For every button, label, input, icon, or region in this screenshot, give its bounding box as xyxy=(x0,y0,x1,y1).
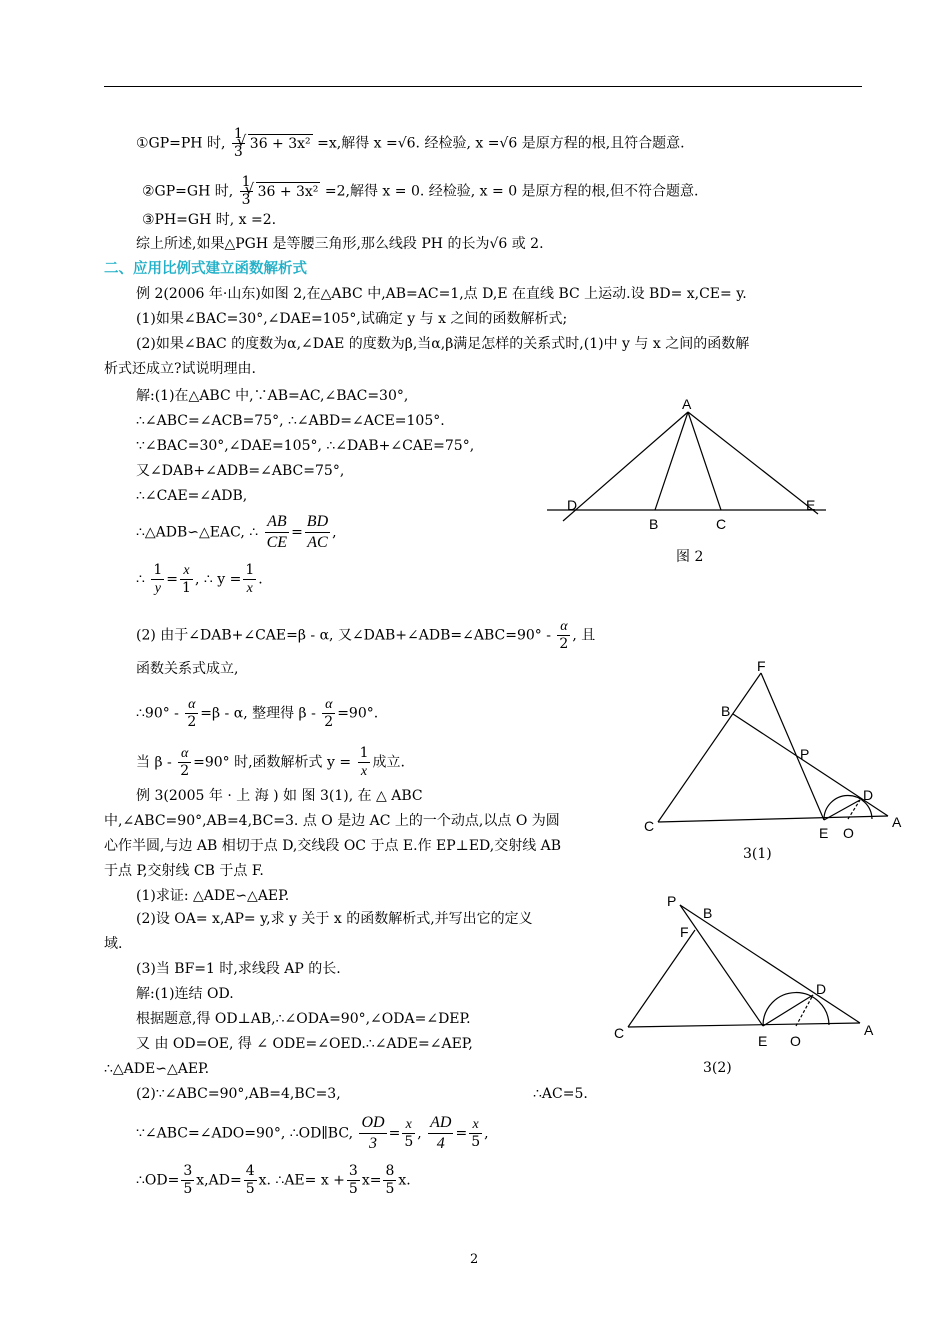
example-3-line-2: 中,∠ABC=90°,AB=4,BC=3. 点 O 是边 AC 上的一个动点,以点 O 为圆 xyxy=(104,813,560,829)
fig32-label-a: A xyxy=(864,1022,874,1038)
text: x,AD= xyxy=(196,1172,242,1189)
fraction: $\frac{1}{x}$ xyxy=(245,562,255,596)
solution-3-line-2: 根据题意,得 OD⊥AB,∴∠ODA=90°,∠ODA=∠DEP. xyxy=(136,1011,471,1027)
fig2-label-a: A xyxy=(682,396,692,412)
fraction-ab-ce: $\frac{AB}{CE}$ xyxy=(266,513,288,551)
sqrt-expression: √ 36 + 3x² xyxy=(256,182,321,201)
text: =β - α, 整理得 β - xyxy=(200,705,316,722)
text: ∴90° - xyxy=(136,705,179,722)
fraction: $\frac{x}{1}$ xyxy=(182,563,191,596)
text: , xyxy=(484,1125,489,1142)
text: (2) 由于∠DAB+∠CAE=β - α, 又∠DAB+∠ADB=∠ABC=90° - xyxy=(136,627,551,644)
solution-line-9: 函数关系式成立, xyxy=(136,661,239,677)
text: , xyxy=(332,524,337,541)
fig32-label-f: F xyxy=(680,924,689,940)
fig2-label-e: E xyxy=(806,497,816,513)
solution-3-line-5a: (2)∵∠ABC=90°,AB=4,BC=3, xyxy=(136,1086,341,1102)
text: x= xyxy=(361,1172,382,1189)
text: , ∴ y = xyxy=(194,571,242,588)
solution-3-line-3: 又 由 OD=OE, 得 ∠ ODE=∠OED.∴∠ADE=∠AEP, xyxy=(136,1036,473,1052)
fraction: $\frac{1}{3}$ xyxy=(241,174,251,208)
text: x. xyxy=(398,1172,411,1189)
fig32-label-e: E xyxy=(758,1033,768,1049)
section-heading: 二、应用比例式建立函数解析式 xyxy=(104,261,307,277)
text: =90° 时,函数解析式 y = xyxy=(193,754,352,771)
fig32-label-o: O xyxy=(790,1033,801,1049)
fraction-x-5: $\frac{x}{5}$ xyxy=(471,1117,481,1150)
example-3-line-5: (1)求证: △ADE∽△AEP. xyxy=(136,888,290,904)
fig31-caption: 3(1) xyxy=(743,846,772,862)
text: ∴△ADB∽△EAC, ∴ xyxy=(136,524,259,541)
fig32-label-d: D xyxy=(816,981,827,997)
fraction-x-5: $\frac{x}{5}$ xyxy=(404,1117,414,1150)
text: ∴OD= xyxy=(136,1172,180,1189)
line-cf xyxy=(628,930,695,1027)
fig32-label-c: C xyxy=(614,1025,625,1041)
example-3-line-6: (2)设 OA= x,AP= y,求 y 关于 x 的函数解析式,并写出它的定义 xyxy=(136,911,533,927)
text: = xyxy=(166,571,179,588)
fig31-label-a: A xyxy=(892,814,902,830)
semicircle xyxy=(763,993,829,1026)
text: , 且 xyxy=(572,627,596,644)
fraction: $\frac{8}{5}$ xyxy=(385,1163,395,1197)
fig31-label-p: P xyxy=(800,746,810,762)
text: 成立. xyxy=(372,754,405,771)
fig31-label-e: E xyxy=(819,825,829,841)
text: ②GP=GH 时, xyxy=(142,183,234,200)
side-ca xyxy=(628,1023,860,1027)
fraction-alpha-2: $\frac{\alpha}{2}$ xyxy=(559,619,569,652)
fraction: $\frac{1}{3}$ xyxy=(233,126,243,160)
page-number: 2 xyxy=(470,1252,479,1267)
fraction-bd-ac: $\frac{BD}{AC}$ xyxy=(306,513,329,551)
case-3-line: ③PH=GH 时, x =2. xyxy=(142,212,277,228)
fig31-label-b: B xyxy=(721,703,731,719)
text: =2,解得 x = 0. 经检验, x = 0 是原方程的根,但不符合题意. xyxy=(324,183,699,200)
solution-line-5: ∴∠CAE=∠ADB, xyxy=(136,488,248,504)
fig31-label-d: D xyxy=(863,787,874,803)
fraction-alpha-2: $\frac{\alpha}{2}$ xyxy=(324,697,334,730)
text: . xyxy=(258,571,263,588)
fraction-alpha-2: $\frac{\alpha}{2}$ xyxy=(187,697,197,730)
example-3-line-7: 域. xyxy=(104,936,123,952)
text: 当 β - xyxy=(136,754,172,771)
conclusion-line: 综上所述,如果△PGH 是等腰三角形,那么线段 PH 的长为√6 或 2. xyxy=(136,236,544,252)
example-2-line-4: 析式还成立?试说明理由. xyxy=(104,361,256,377)
example-3-line-3: 心作半圆,与边 AB 相切于点 D,交线段 OC 于点 E.作 EP⊥ED,交射线 AB xyxy=(104,838,562,854)
text: , xyxy=(417,1125,422,1142)
fraction: $\frac{1}{x}$ xyxy=(359,745,369,779)
text: =90°. xyxy=(337,705,379,722)
example-3-line-4: 于点 P,交射线 CB 于点 F. xyxy=(104,863,264,879)
fraction: $\frac{3}{5}$ xyxy=(183,1163,193,1197)
fig31-label-o: O xyxy=(843,825,854,841)
text: ∵∠ABC=∠ADO=90°, ∴OD∥BC, xyxy=(136,1125,354,1142)
fraction-od-3: $\frac{OD}{3}$ xyxy=(361,1114,385,1152)
fig32-caption: 3(2) xyxy=(703,1060,732,1076)
solution-3-line-5b: ∴AC=5. xyxy=(533,1086,588,1102)
fig2-label-b: B xyxy=(649,516,659,532)
fraction: $\frac{1}{y}$ xyxy=(153,562,163,596)
example-2-line-1: 例 2(2006 年·山东)如图 2,在△ABC 中,AB=AC=1,点 D,E 在直线 BC 上运动.设 BD= x,CE= y. xyxy=(136,286,747,302)
example-3-line-8: (3)当 BF=1 时,求线段 AP 的长. xyxy=(136,961,341,977)
fig2-label-c: C xyxy=(716,516,727,532)
text: =x,解得 x =√6. 经检验, x =√6 是原方程的根,且符合题意. xyxy=(317,135,685,152)
solution-line-2: ∴∠ABC=∠ACB=75°, ∴∠ABD=∠ACE=105°. xyxy=(136,413,445,429)
fig32-label-p: P xyxy=(667,893,677,909)
solution-3-line-6: ∵∠ABC=∠ADO=90°, ∴OD∥BC, $\frac{OD}{3}$ = $\frac{x}{5}$ , $\frac{AD}{4}$ = $\frac{x}{5}$ , xyxy=(136,1114,489,1152)
example-3-line-1: 例 3(2005 年 · 上 海 ) 如 图 3(1), 在 △ ABC xyxy=(136,788,423,804)
text: x. ∴AE= x + xyxy=(258,1172,345,1189)
text: ①GP=PH 时, xyxy=(136,135,226,152)
solution-3-line-4: ∴△ADE∽△AEP. xyxy=(104,1061,210,1077)
fraction-ad-4: $\frac{AD}{4}$ xyxy=(430,1114,452,1152)
example-2-line-3: (2)如果∠BAC 的度数为α,∠DAE 的度数为β,当α,β满足怎样的关系式时,(1)中 y 与 x 之间的函数解 xyxy=(136,336,750,352)
sqrt-expression: √ 36 + 3x² xyxy=(248,134,313,153)
fig31-label-f: F xyxy=(757,658,766,674)
fig2-label-d: D xyxy=(567,497,578,513)
solution-line-4: 又∠DAB+∠ADB=∠ABC=75°, xyxy=(136,463,345,479)
fraction: $\frac{3}{5}$ xyxy=(348,1163,358,1197)
solution-line-1: 解:(1)在△ABC 中,∵AB=AC,∠BAC=30°, xyxy=(136,388,409,404)
line-pe xyxy=(680,905,763,1026)
fig2-caption: 图 2 xyxy=(676,549,704,565)
solution-line-6: ∴△ADB∽△EAC, ∴ $\frac{AB}{CE}$ = $\frac{BD}{AC}$ , xyxy=(136,513,337,551)
example-2-line-2: (1)如果∠BAC=30°,∠DAE=105°,试确定 y 与 x 之间的函数解析式; xyxy=(136,311,568,327)
solution-line-3: ∵∠BAC=30°,∠DAE=105°, ∴∠DAB+∠CAE=75°, xyxy=(136,438,475,454)
text: ∴ xyxy=(136,571,145,588)
solution-3-line-1: 解:(1)连结 OD. xyxy=(136,986,234,1002)
fraction-alpha-2: $\frac{\alpha}{2}$ xyxy=(180,746,190,779)
fraction: $\frac{4}{5}$ xyxy=(245,1163,255,1197)
line-ed xyxy=(763,995,813,1026)
fig31-label-c: C xyxy=(644,818,655,834)
fig32-label-b: B xyxy=(703,905,713,921)
